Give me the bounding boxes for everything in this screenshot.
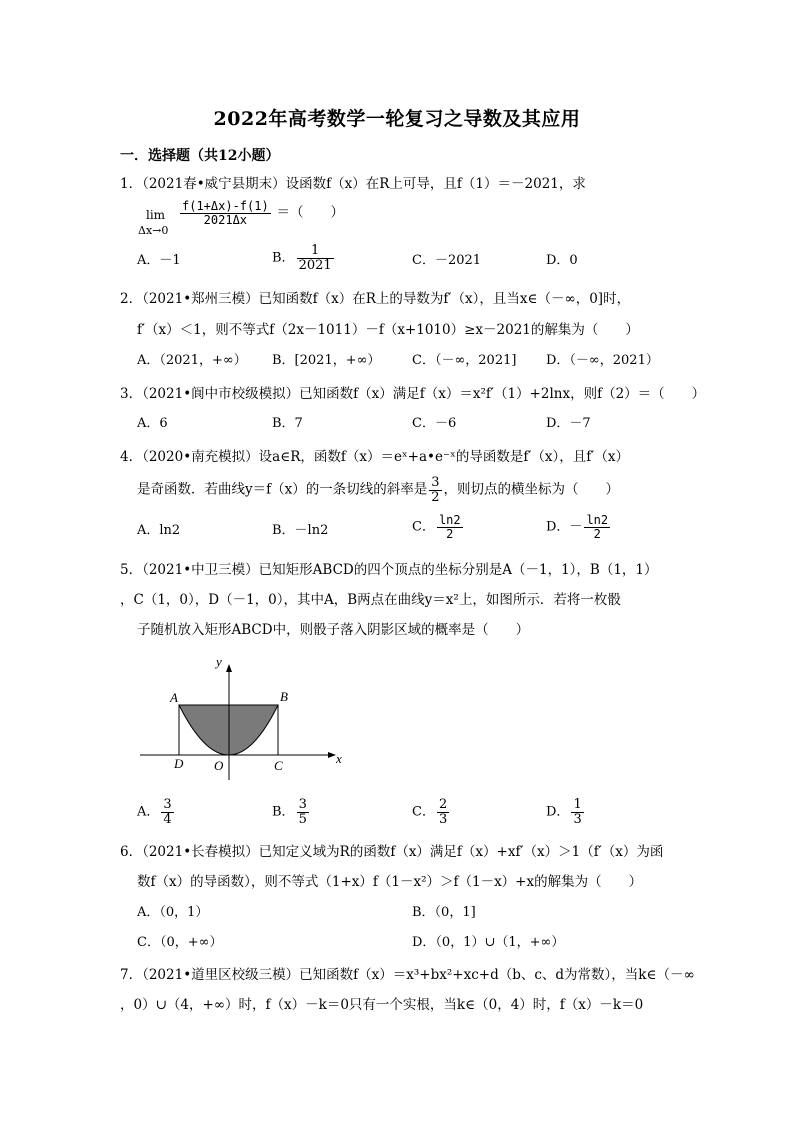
- label-y: y: [216, 654, 222, 669]
- q4-option-a: A．ln2: [137, 523, 181, 538]
- q5-option-c-num: 2: [438, 797, 448, 812]
- q3-option-d: D．－7: [546, 416, 591, 431]
- q1-option-d: D．0: [546, 253, 578, 268]
- q2-option-a: A．（2021，+∞）: [137, 353, 247, 368]
- q5-option-b-den: 5: [298, 811, 307, 827]
- q5-line2: ，C（1，0），D（－1，0），其中A，B两点在曲线y＝x²上，如图所示．若将一枚骰: [120, 592, 621, 608]
- label-a: A: [170, 690, 178, 705]
- q5-option-c-label: C．: [412, 804, 435, 820]
- q5-option-a-label: A．: [137, 804, 160, 820]
- label-d: D: [174, 756, 184, 771]
- q4-option-d-label: D．－: [546, 519, 583, 535]
- q3-option-a: A．6: [137, 416, 168, 431]
- q4-option-d-num: ln2: [586, 513, 609, 527]
- label-x: x: [336, 751, 342, 766]
- page-title: 2022年高考数学一轮复习之导数及其应用: [213, 108, 581, 130]
- q5-option-d: [546, 798, 586, 826]
- q6-line2: 数f（x）的导函数），则不等式（1+x）f（1－x²）＞f（1－x）+x的解集为（ ）: [137, 874, 643, 890]
- q7-line1: 7．（2021•道里区校级三模）已知函数f（x）＝x³+bx²+xc+d（b、c、d为常数），当k∈（－∞: [120, 967, 695, 983]
- q1-option-b: [272, 244, 336, 272]
- q6-option-c: C．（0，+∞）: [137, 935, 223, 950]
- q5-option-c-den: 3: [438, 811, 448, 827]
- q1-option-b-label: B．: [272, 250, 295, 266]
- q5-option-b-label: B．: [272, 804, 295, 820]
- q1-frac-den: 2021Δx: [203, 212, 248, 227]
- q1-frac-num: f(1+Δx)-f(1): [182, 199, 269, 213]
- q4-option-b: B．－ln2: [272, 523, 329, 538]
- q5-option-a-den: 4: [163, 811, 172, 827]
- q1-option-b-num: 1: [297, 244, 334, 259]
- q4-line2: [137, 476, 619, 504]
- q5-option-a: [137, 798, 176, 826]
- q1-lim-sub: Δx→0: [138, 224, 169, 237]
- q5-line1: 5．（2021•中卫三模）已知矩形ABCD的四个顶点的坐标分别是A（－1，1），B（1，1）: [120, 562, 658, 578]
- q5-option-c: [412, 798, 451, 826]
- q4-option-d-den: 2: [593, 526, 601, 541]
- q5-line3: 子随机放入矩形ABCD中，则骰子落入阴影区域的概率是（ ）: [137, 622, 530, 638]
- q2-option-d: D．（－∞，2021）: [546, 353, 659, 368]
- q1-option-b-den: 2021: [298, 257, 332, 273]
- q2-option-b: B．[2021，+∞）: [272, 353, 381, 368]
- q4-option-c-den: 2: [446, 526, 454, 541]
- q3-line1: 3．（2021•阆中市校级模拟）已知函数f（x）满足f（x）＝x²f′（1）+2lnx，则f（2）＝（ ）: [120, 386, 706, 402]
- q6-option-b: B．（0，1]: [412, 905, 476, 920]
- label-o: O: [214, 758, 224, 773]
- q4-slope-den: 2: [431, 489, 440, 505]
- q6-line1: 6．（2021•长春模拟）已知定义域为R的函数f（x）满足f（x）+xf′（x）＞1（f′（x）为函: [120, 844, 664, 860]
- q5-figure: [130, 650, 360, 790]
- y-axis-arrow: [226, 664, 232, 672]
- q2-option-c: C．（－∞，2021]: [412, 353, 517, 368]
- q5-option-a-num: 3: [163, 797, 172, 812]
- q4-option-c: [412, 514, 465, 540]
- q5-option-d-den: 3: [573, 811, 582, 827]
- q3-option-b: B．7: [272, 416, 303, 431]
- q2-line2: f′（x）＜1，则不等式f（2x－1011）－f（x+1010）≥x－2021的解集为（ ）: [137, 322, 639, 338]
- q2-line1: 2．（2021•郑州三模）已知函数f（x）在R上的导数为f′（x），且当x∈（－∞，0]时，: [120, 291, 631, 307]
- q1-fraction: [178, 200, 344, 226]
- q5-option-d-num: 1: [573, 797, 582, 812]
- q6-option-d: D．（0，1）∪（1，+∞）: [412, 935, 565, 950]
- label-b: B: [280, 689, 288, 704]
- q3-option-c: C．－6: [412, 416, 457, 431]
- section-heading: 一．选择题（共12小题）: [120, 148, 280, 164]
- q5-option-d-label: D．: [546, 804, 570, 820]
- q5-option-b-num: 3: [298, 797, 307, 812]
- q1-option-c: C．－2021: [412, 253, 482, 268]
- q4-line1: 4．（2020•南充模拟）设a∈R，函数f（x）＝eˣ+a•e⁻ˣ的导函数是f′（x），且f′（x）: [120, 449, 629, 465]
- q4-option-c-num: ln2: [438, 513, 461, 527]
- q1-option-a: A．－1: [137, 253, 181, 268]
- q5-option-b: [272, 798, 311, 826]
- q4-line2-end: ，则切点的横坐标为（ ）: [443, 481, 620, 498]
- q7-line2: ，0）∪（4，+∞）时，f（x）－k＝0只有一个实根，当k∈（0，4）时，f（x）－k＝0: [120, 997, 644, 1013]
- label-c: C: [274, 758, 283, 773]
- q1-tail: ＝（ ）: [276, 204, 345, 221]
- x-axis-arrow: [328, 752, 336, 758]
- q4-option-c-label: C．: [412, 519, 435, 535]
- q6-option-a: A．（0，1）: [137, 905, 209, 920]
- q4-slope-num: 3: [431, 475, 440, 490]
- q1-lim: lim: [146, 208, 166, 222]
- q4-line2-start: 是奇函数．若曲线y＝f（x）的一条切线的斜率是: [137, 481, 428, 498]
- q4-option-d: [546, 514, 612, 540]
- q1-line1: 1．（2021春•威宁县期末）设函数f（x）在R上可导，且f（1）＝－2021，求: [120, 176, 586, 192]
